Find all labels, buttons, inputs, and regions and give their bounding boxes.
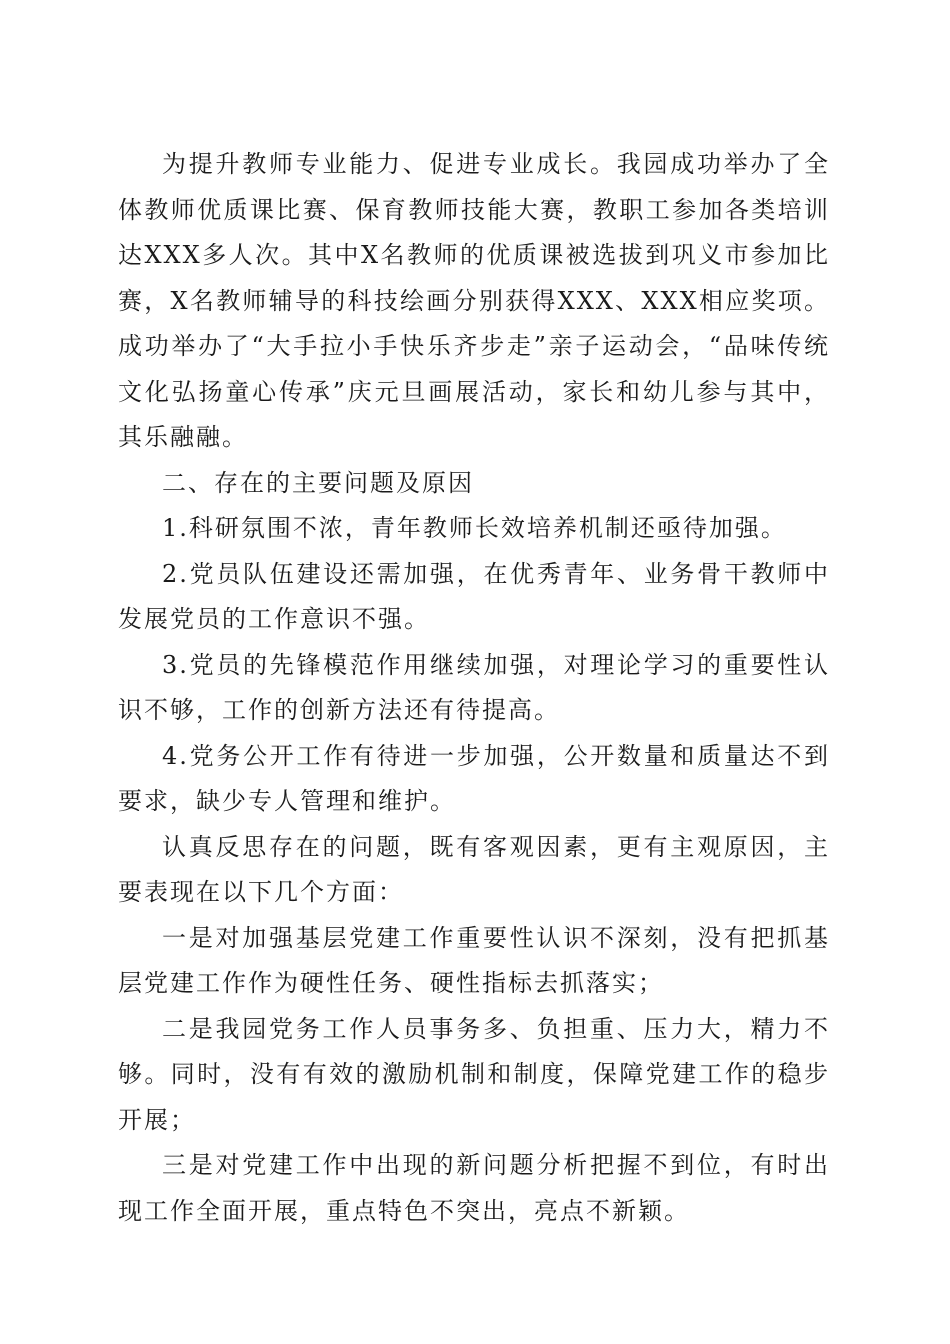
reason-paragraph-1: 一是对加强基层党建工作重要性认识不深刻，没有把抓基层党建工作作为硬性任务、硬性指标去抓落实；	[118, 923, 830, 997]
problem-item-1: 1.科研氛围不浓，青年教师长效培养机制还亟待加强。	[162, 514, 787, 542]
problem-item-2: 2.党员队伍建设还需加强，在优秀青年、业务骨干教师中发展党员的工作意识不强。	[118, 559, 830, 633]
problem-item-4: 4.党务公开工作有待进一步加强，公开数量和质量达不到要求，缺少专人管理和维护。	[118, 741, 830, 815]
reflection-paragraph: 认真反思存在的问题，既有客观因素，更有主观原因，主要表现在以下几个方面：	[118, 832, 830, 906]
problem-item-3: 3.党员的先锋模范作用继续加强，对理论学习的重要性认识不够，工作的创新方法还有待提高。	[118, 650, 830, 724]
reason-paragraph-2: 二是我园党务工作人员事务多、负担重、压力大，精力不够。同时，没有有效的激励机制和制度，保障党建工作的稳步开展；	[118, 1014, 830, 1134]
section-heading-problems: 二、存在的主要问题及原因	[162, 468, 474, 497]
document-body	[118, 142, 830, 1234]
intro-paragraph: 为提升教师专业能力、促进专业成长。我园成功举办了全体教师优质课比赛、保育教师技能大赛，教职工参加各类培训达XXX多人次。其中X名教师的优质课被选拔到巩义市参加比赛，X名教师辅导的科技绘画分别获得XXX、XXX相应奖项。成功举办了“大手拉小手快乐齐步走”亲子运动会，“品味传统文化弘扬童心传承”庆元旦画展活动，家长和幼儿参与其中，其乐融融。	[118, 150, 830, 451]
reason-paragraph-3: 三是对党建工作中出现的新问题分析把握不到位，有时出现工作全面开展，重点特色不突出，亮点不新颖。	[118, 1151, 830, 1225]
